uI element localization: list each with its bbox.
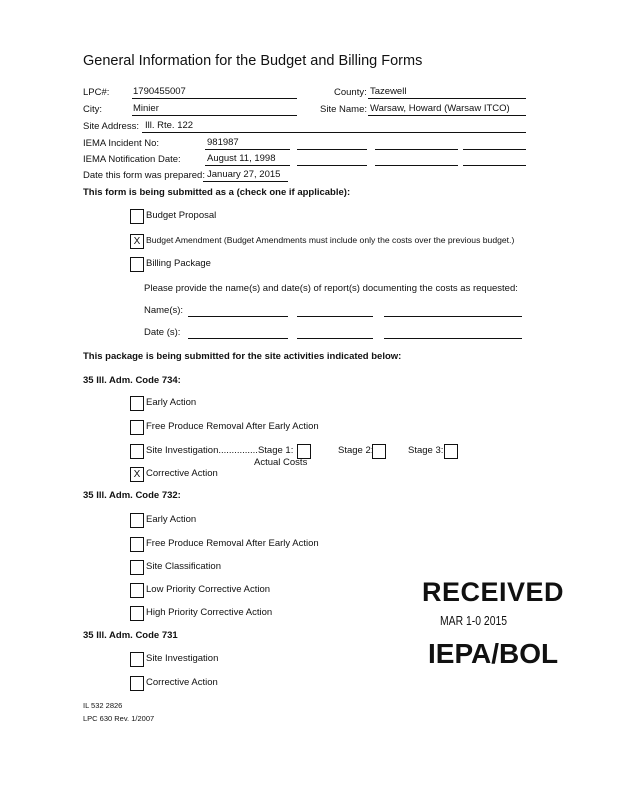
731-site-investigation-checkbox[interactable]	[130, 652, 144, 667]
734-corrective-action-label: Corrective Action	[146, 468, 218, 479]
stage-3-label: Stage 3:	[408, 445, 444, 456]
budget-proposal-checkbox[interactable]	[130, 209, 144, 224]
code-732-heading: 35 Ill. Adm. Code 732:	[83, 490, 181, 501]
731-corrective-action-label: Corrective Action	[146, 677, 218, 688]
iema-date-value: August 11, 1998	[207, 153, 276, 164]
city-value: Minier	[133, 103, 159, 114]
city-label: City:	[83, 104, 102, 115]
stamp-office: IEPA/BOL	[428, 638, 559, 669]
date-field-1[interactable]	[188, 338, 288, 339]
activities-heading: This package is being submitted for the site activities indicated below:	[83, 351, 402, 362]
stage-3-checkbox[interactable]	[444, 444, 458, 459]
stage-2-label: Stage 2:	[338, 445, 374, 456]
734-free-product-checkbox[interactable]	[130, 420, 144, 435]
form-number: IL 532 2826	[83, 701, 123, 710]
budget-proposal-label: Budget Proposal	[146, 210, 217, 221]
name-field-2[interactable]	[297, 316, 373, 317]
732-low-priority-checkbox[interactable]	[130, 583, 144, 598]
code-734-heading: 35 Ill. Adm. Code 734:	[83, 375, 181, 386]
names-label: Name(s):	[144, 305, 184, 316]
iema-incident-label: IEMA Incident No:	[83, 138, 160, 149]
received-stamp: RECEIVED	[422, 577, 565, 607]
billing-package-checkbox[interactable]	[130, 257, 144, 272]
iema-date-label: IEMA Notification Date:	[83, 154, 181, 165]
734-free-product-label: Free Produce Removal After Early Action	[146, 421, 319, 432]
site-address-value: Ill. Rte. 122	[145, 120, 194, 131]
county-label: County:	[334, 87, 367, 98]
732-high-priority-checkbox[interactable]	[130, 606, 144, 621]
submitted-as-heading: This form is being submitted as a (check one if applicable):	[83, 187, 351, 198]
stage-2-checkbox[interactable]	[372, 444, 386, 459]
734-site-investigation-checkbox[interactable]	[130, 444, 144, 459]
732-site-classification-checkbox[interactable]	[130, 560, 144, 575]
billing-package-label: Billing Package	[146, 258, 211, 269]
page-title: General Information for the Budget and Billing Forms	[83, 53, 423, 69]
name-field-1[interactable]	[188, 316, 288, 317]
stamp-date: MAR 1-0 2015	[440, 613, 508, 628]
734-corrective-action-checkbox[interactable]: X	[130, 467, 144, 482]
dates-label: Date (s):	[144, 327, 181, 338]
county-value: Tazewell	[370, 86, 407, 97]
lpc-label: LPC#:	[83, 87, 110, 98]
form-revision: LPC 630 Rev. 1/2007	[83, 714, 155, 723]
732-high-priority-label: High Priority Corrective Action	[146, 607, 273, 618]
734-site-investigation-label: Site Investigation...............Stage 1:	[146, 445, 294, 456]
site-name-label: Site Name:	[320, 104, 367, 115]
732-free-product-checkbox[interactable]	[130, 537, 144, 552]
732-early-action-checkbox[interactable]	[130, 513, 144, 528]
report-instructions: Please provide the name(s) and date(s) of report(s) documenting the costs as requested:	[144, 283, 518, 294]
lpc-value: 1790455007	[133, 86, 186, 97]
actual-costs-label: Actual Costs	[254, 457, 308, 468]
date-field-3[interactable]	[384, 338, 522, 339]
site-address-label: Site Address:	[83, 121, 139, 132]
budget-amendment-checkbox[interactable]: X	[130, 234, 144, 249]
code-731-heading: 35 Ill. Adm. Code 731	[83, 630, 178, 641]
732-low-priority-label: Low Priority Corrective Action	[146, 584, 271, 595]
732-site-classification-label: Site Classification	[146, 561, 221, 572]
734-early-action-checkbox[interactable]	[130, 396, 144, 411]
date-field-2[interactable]	[297, 338, 373, 339]
name-field-3[interactable]	[384, 316, 522, 317]
731-site-investigation-label: Site Investigation	[146, 653, 219, 664]
budget-amendment-label: Budget Amendment (Budget Amendments must include only the costs over the previous budget.)	[146, 235, 515, 245]
site-name-value: Warsaw, Howard (Warsaw ITCO)	[370, 103, 510, 114]
732-early-action-label: Early Action	[146, 514, 197, 525]
731-corrective-action-checkbox[interactable]	[130, 676, 144, 691]
734-early-action-label: Early Action	[146, 397, 197, 408]
prepared-value: January 27, 2015	[207, 169, 281, 180]
iema-incident-value: 981987	[207, 137, 239, 148]
prepared-label: Date this form was prepared:	[83, 170, 205, 181]
732-free-product-label: Free Produce Removal After Early Action	[146, 538, 319, 549]
